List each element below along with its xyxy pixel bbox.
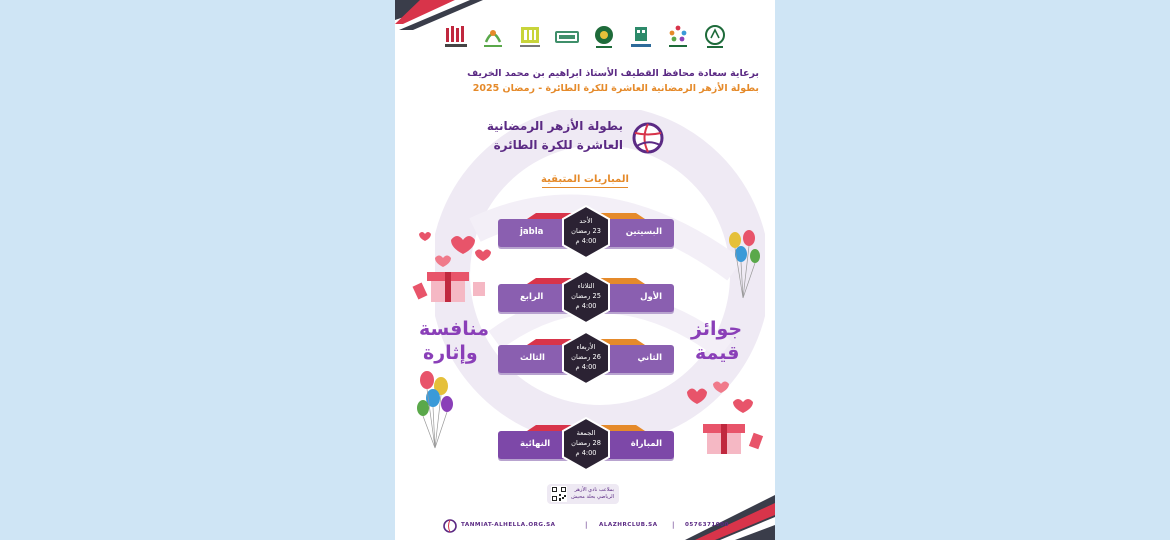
home-team: الأول <box>640 292 662 302</box>
bottom-corner-decoration <box>655 495 775 540</box>
right-slogan-line-1: جوائز <box>691 318 743 340</box>
match-day: الثلاثاء <box>577 282 595 290</box>
left-slogan-line-1: منافسة <box>419 318 489 340</box>
match-date-badge <box>561 205 611 259</box>
sponsor-logo-icon <box>517 24 543 50</box>
match-date: 23 رمضان <box>571 227 601 235</box>
match-time: 4:00 م <box>575 449 597 457</box>
away-team: الرابع <box>520 292 544 302</box>
website-link[interactable]: TANMIAT-ALHELLA.ORG.SA <box>461 522 556 528</box>
match-date: 25 رمضان <box>571 292 601 300</box>
volleyball-federation-icon <box>554 24 580 50</box>
emirate-logo-icon <box>702 24 728 50</box>
gift-hearts-icon <box>403 222 503 306</box>
match-card <box>498 213 674 247</box>
match-day: الجمعة <box>576 429 596 437</box>
match-time: 4:00 م <box>575 363 597 371</box>
balloons-icon <box>723 226 767 306</box>
home-team: المباراة <box>630 439 662 449</box>
match-date-badge <box>561 417 611 471</box>
match-time: 4:00 م <box>575 237 597 245</box>
home-team: الثاني <box>637 353 662 363</box>
tournament-title <box>486 117 665 159</box>
away-team: الثالث <box>520 353 545 363</box>
match-day: الأربعاء <box>576 343 596 351</box>
qr-code-icon[interactable] <box>551 486 567 502</box>
sponsor-logos <box>443 22 728 52</box>
match-day: الأحد <box>579 217 593 225</box>
venue-line-2: الرياضي بحلة محيش <box>571 494 614 500</box>
tournament-subtitle: بطولة الأزهر الرمضانية العاشرة للكرة الطائرة - رمضان 2025 <box>472 83 759 94</box>
football-federation-icon <box>591 24 617 50</box>
away-team: النهائية <box>520 439 551 449</box>
footer <box>443 519 733 533</box>
left-slogan-line-2: وإثارة <box>423 342 478 364</box>
separator: | <box>585 521 588 529</box>
away-team: jabla <box>520 227 544 237</box>
azhar-club-icon <box>443 24 469 50</box>
match-date: 26 رمضان <box>571 353 601 361</box>
poster <box>395 0 775 540</box>
club-link[interactable]: ALAZHRCLUB.SA <box>599 522 658 528</box>
right-slogan-line-2: قيمة <box>695 342 740 364</box>
sports-ministry-icon <box>665 24 691 50</box>
municipality-icon <box>628 24 654 50</box>
balloons-icon <box>413 368 463 458</box>
venue-line-1: بملاعب نادي الأزهر <box>574 487 614 493</box>
match-time: 4:00 م <box>575 302 597 310</box>
volleyball-icon <box>631 121 665 155</box>
home-team: البسيتين <box>625 227 662 237</box>
gift-hearts-icon <box>677 372 773 458</box>
match-date: 28 رمضان <box>571 439 601 447</box>
sponsor-line: برعاية سعادة محافظ القطيف الأستاذ ابراهيم بن محمد الخريف <box>467 68 759 79</box>
section-underline <box>542 187 628 188</box>
match-card-final <box>498 425 674 459</box>
hella-development-icon <box>480 24 506 50</box>
match-card <box>498 278 674 312</box>
footer-ball-icon <box>443 519 457 533</box>
match-date-badge <box>561 270 611 324</box>
match-date-badge <box>561 331 611 385</box>
section-title: المباريات المتبقية <box>541 174 629 185</box>
title-line-1: بطولة الأزهر الرمضانية <box>486 119 623 133</box>
venue-qr-card <box>547 484 619 504</box>
phone-number[interactable]: 0576371000 <box>685 522 729 528</box>
title-line-2: العاشرة للكرة الطائرة <box>493 138 623 152</box>
separator: | <box>672 521 675 529</box>
match-card <box>498 339 674 373</box>
